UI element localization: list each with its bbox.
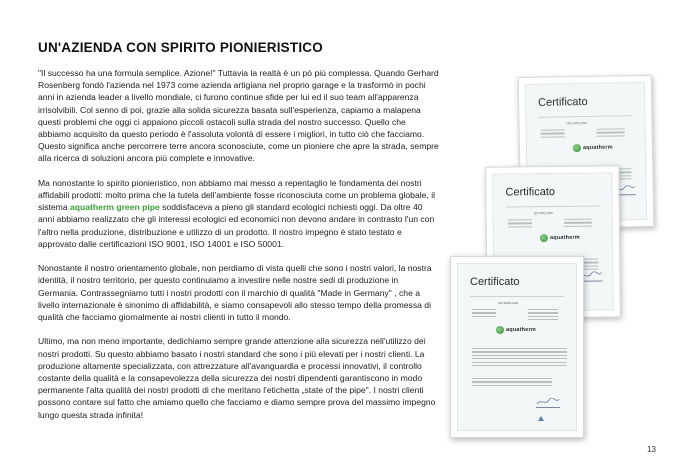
certification-body-logo	[538, 416, 544, 421]
paragraph-history: "Il successo ha una formula semplice. Azione!" Tuttavia la realtà è un pò più complessa. Quando Gerhard Rosenberg fondò l'azienda nel 1973 come azienda artigiana nel proprio garage e la trasformò in pochi anni in azienda leader a livello mondiale, ci furono continue sfide per lui ed il suo team all'apparenza irrisolvibili. Col senno di poi, grazie alla solida sicurezza basata sull'esperienza, capiamo a malapena questi problemi che oggi ci appaiono piccoli ostacoli sulla strada del nostro successo. Quello che abbiamo acquisito da questo periodo è l'assoluta volontà di essere i migliori, in tutto ciò che facciamo. Questo significa anche percorrere terre ancora sconosciute, come un pioniere che apre la strada, sempre alla ricerca di soluzioni ancora più complete e innovative.	[38, 68, 439, 164]
tuv-triangle-icon	[538, 416, 544, 421]
logo-mark-icon	[573, 144, 581, 152]
brand-name: aquatherm	[582, 144, 613, 152]
divider	[538, 115, 632, 118]
brand-name: aquatherm	[506, 327, 536, 333]
paragraph-ecology-end: soddisfaceva a pieno gli standard ecologici richiesti oggi. Da oltre 40 anni abbiamo realizzato che gli interessi ecologici ed economici non devono andare in contrasto l'un con l'altro nella produzione, distribuzione e utilizzo di un prodotto. Il nostro impegno è stato testato e approvato dalle certificazioni ISO 9001, ISO 14001 e ISO 50001.	[38, 202, 435, 249]
certificate-text	[597, 128, 625, 139]
paragraph-safety: Ultimo, ma non meno importante, dedichiamo sempre grande attenzione alla sicurezza nell'utilizzo dei nostri prodotti. Su questo abbiamo basato i nostri standard che sono i più elevati per i nostri clienti. La produzione altamente specializzata, con attrezzature all'avanguardia e processi innovativi, il controllo costante della qualità e la consapevolezza della sicurezza dei nostri dipendenti garantiscono in modo permanente l'alta qualità dei nostri prodotti di che meritano l'etichetta „state of the pipe". I nostri clienti possono contare sul fatto che amiamo quello che facciamo e diamo sempre prova del massimo impegno lungo questa strada infinita!	[38, 336, 436, 420]
certificate-title: Certificato	[505, 185, 556, 199]
certificate-iso: ISO 9001:2008	[533, 211, 553, 216]
certificate-text	[508, 219, 532, 229]
certificate-sheet	[457, 263, 577, 431]
page-number: 13	[647, 445, 656, 454]
aquatherm-logo	[496, 326, 536, 334]
signature-icon	[536, 400, 560, 408]
divider	[470, 296, 564, 297]
certificate-text	[472, 378, 552, 388]
divider	[506, 206, 600, 208]
green-pipe-brand: aquatherm green pipe	[70, 202, 160, 213]
certificate-text	[528, 309, 558, 323]
certificate-title: Certificato	[470, 276, 520, 288]
certificate-iso-50001	[450, 256, 584, 438]
paragraph-identity: Nonostante il nostro orientamento globale, non perdiamo di vista quelli che sono i nostri valori, la nostra identità, il nostro territorio, per questo continuiamo a investire nelle nostre sedi di produzione in Germania. Contrassegniamo tutti i nostri prodotti con il marchio di qualità "Made in Germany" , che a livello internazionale è sinonimo di affidabilità, e siamo consapevoli allo stesso tempo della promessa di qualità che facciamo giornalmente ai nostri clienti in tutto il mondo.	[38, 263, 432, 323]
aquatherm-logo	[573, 144, 613, 153]
certificate-title: Certificato	[538, 95, 588, 109]
certificate-text	[541, 129, 565, 140]
certificate-iso: ISO 14001:2004	[566, 120, 587, 126]
brand-name: aquatherm	[549, 234, 580, 242]
logo-mark-icon	[540, 234, 548, 242]
logo-mark-icon	[496, 326, 504, 334]
paragraph-ecology	[38, 177, 440, 250]
body-text	[38, 67, 440, 433]
page-title: UN'AZIENDA CON SPIRITO PIONIERISTICO	[38, 40, 323, 55]
certificate-text	[564, 219, 592, 229]
certificate-text	[472, 348, 567, 368]
aquatherm-logo	[540, 234, 580, 242]
certificate-text	[472, 309, 496, 319]
paragraph-ecology-start: Ma nonostante lo spirito pionieristico, non abbiamo mai messo a repentaglio le fondamenta dei nostri affidabili prodotti: molto prima che la tutela dell'ambiente fosse riconosciuta come un problema globale, il sistema	[38, 177, 436, 213]
certificate-iso: ISO 50001:2011	[498, 301, 519, 305]
